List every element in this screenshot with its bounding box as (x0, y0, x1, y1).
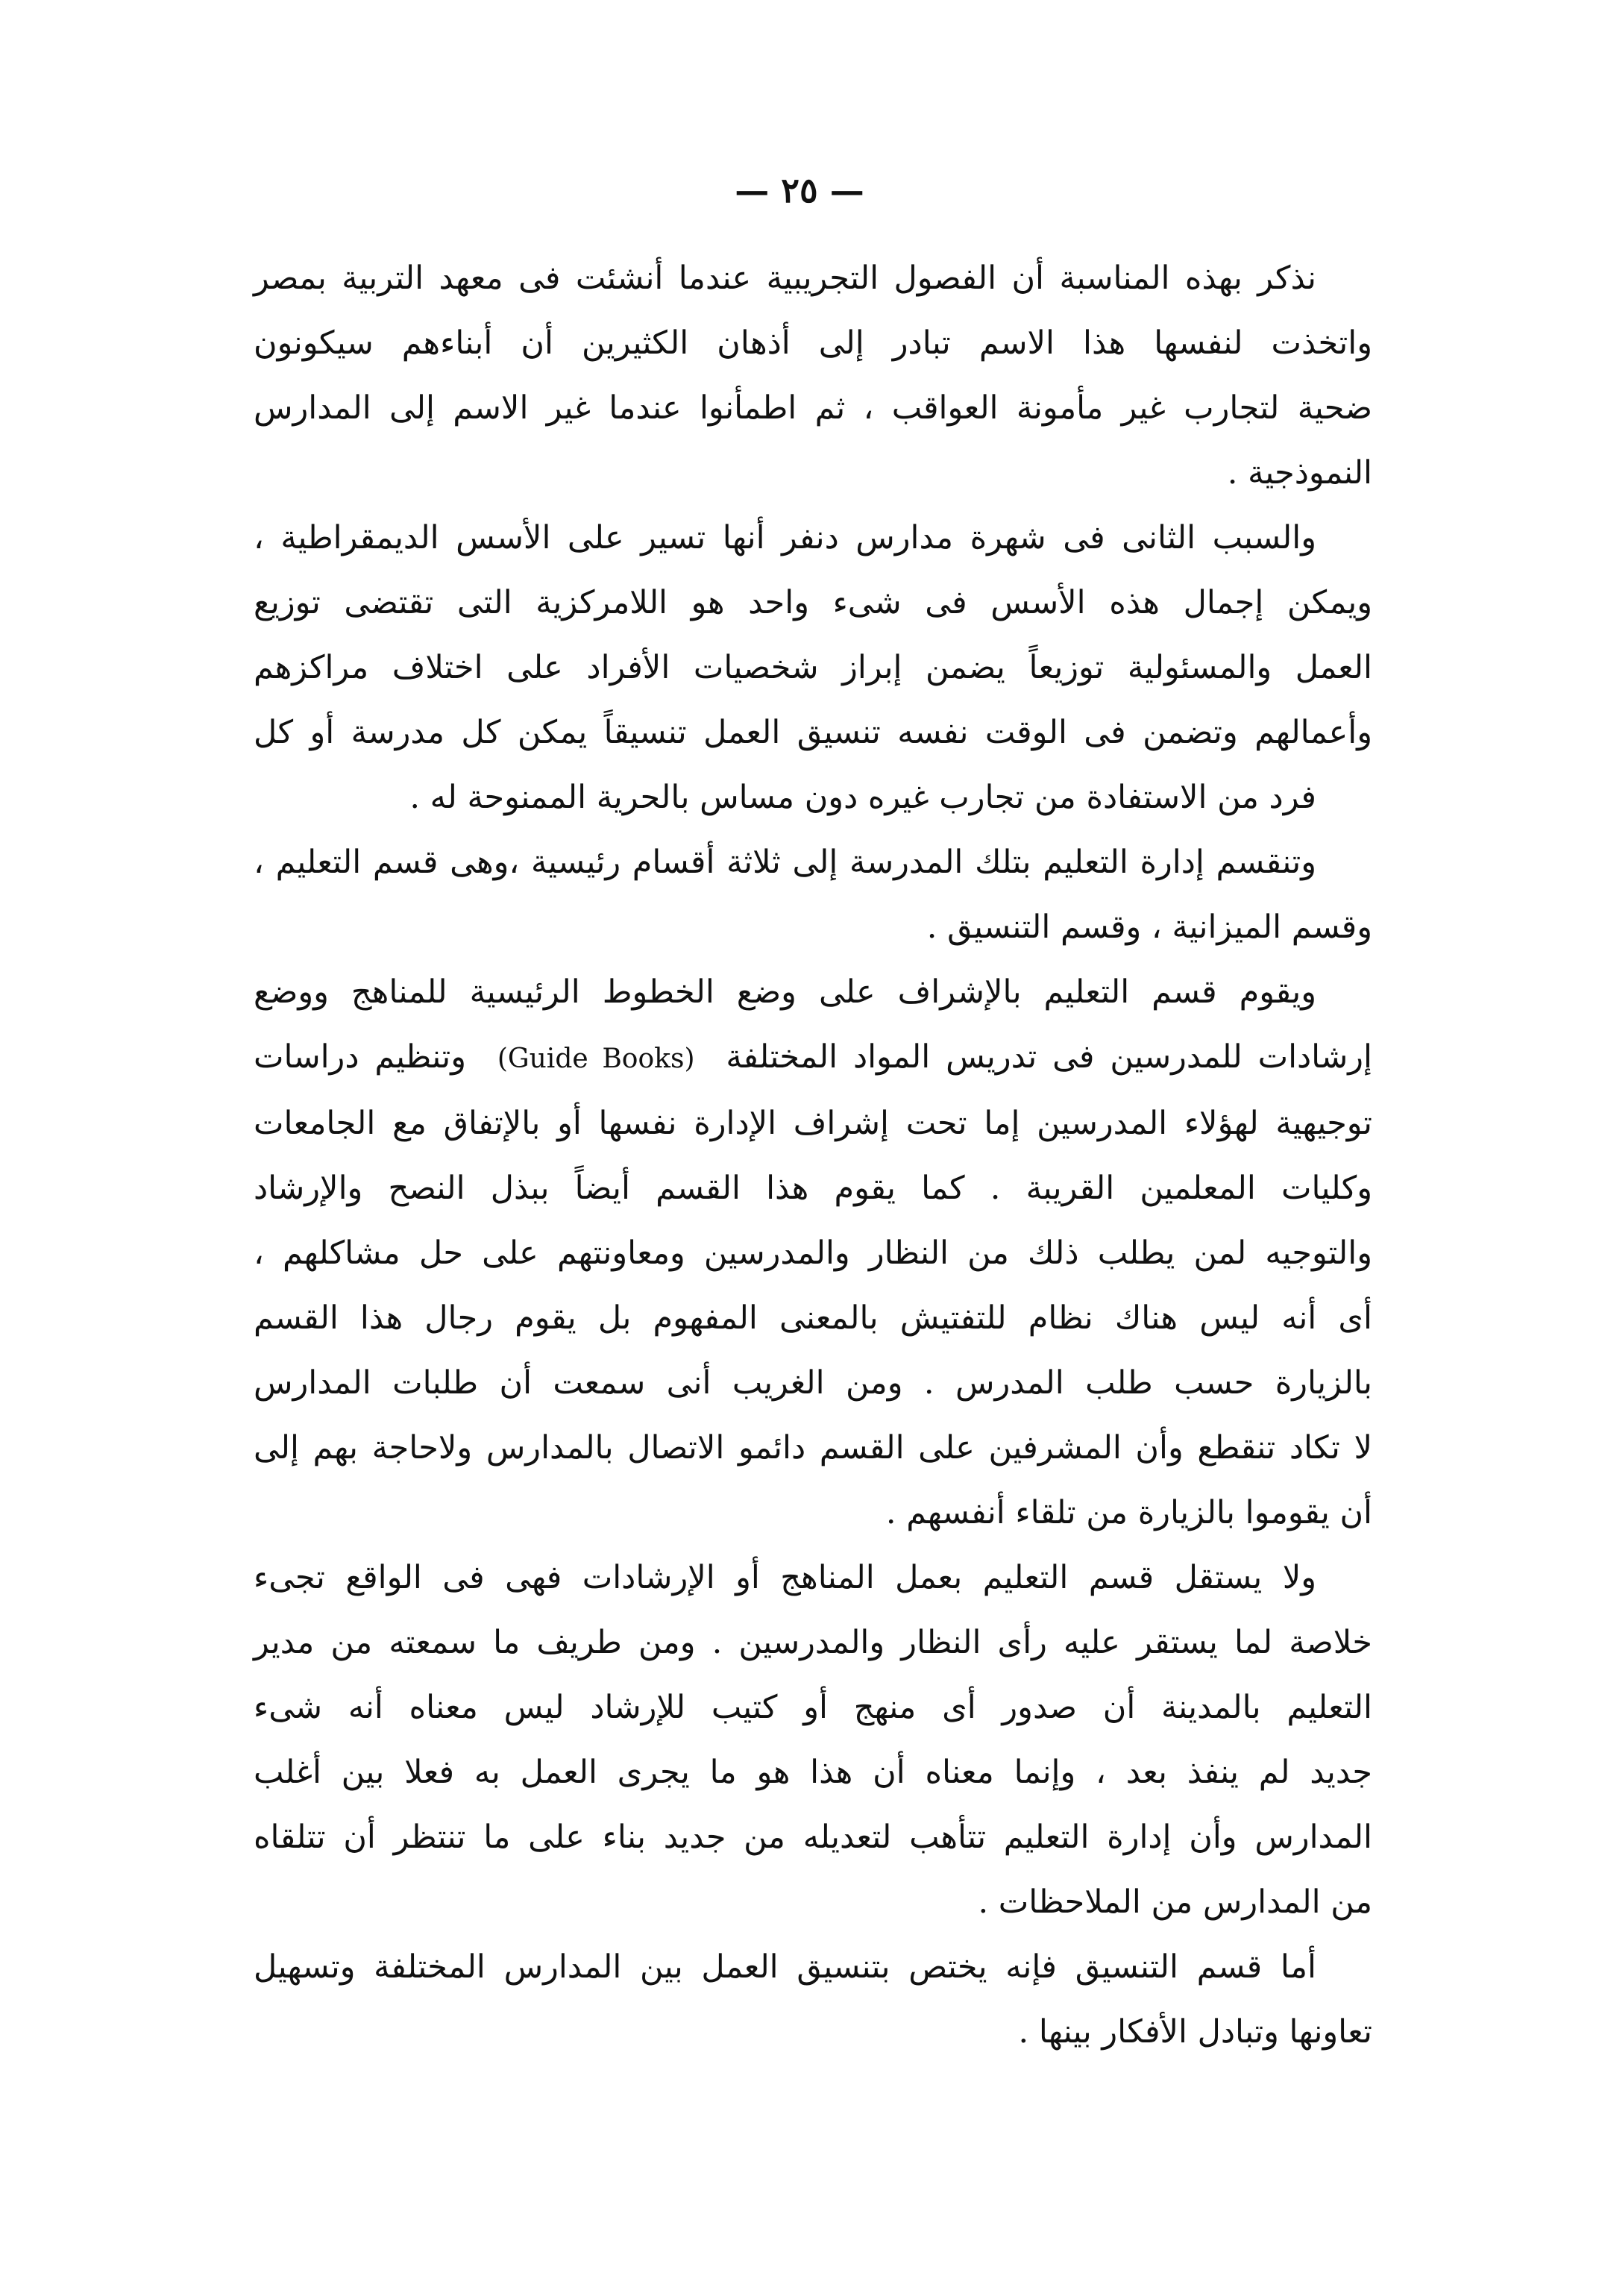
paragraph-2 (254, 506, 1372, 830)
text-line: ويقوم قسم التعليم بالإشراف على وضع الخطوط الرئيسية للمناهج ووضع (254, 973, 1316, 1011)
paragraph-3 (254, 830, 1372, 960)
text-line: المدارس وأن إدارة التعليم تتأهب لتعديله من جديد بناء على ما تنتظر أن تتلقاه (254, 1819, 1372, 1856)
text-line: العمل والمسئولية توزيعاً يضمن إبراز شخصيات الأفراد على اختلاف مراكزهم (254, 649, 1372, 686)
text-line: أى أنه ليس هناك نظام للتفتيش بالمعنى المفهوم بل يقوم رجال هذا القسم (254, 1299, 1372, 1337)
paragraph-1 (254, 246, 1372, 506)
text-line: بالزيارة حسب طلب المدرس . ومن الغريب أنى سمعت أن طلبات المدارس (254, 1364, 1372, 1402)
text-line: والتوجيه لمن يطلب ذلك من النظار والمدرسين ومعاونتهم على حل مشاكلهم ، (254, 1235, 1372, 1272)
text-line: لا تكاد تنقطع وأن المشرفين على القسم دائمو الاتصال بالمدارس ولاحاجة بهم إلى (254, 1429, 1372, 1467)
text-segment: إرشادات للمدرسين فى تدريس المواد المختلفة (726, 1038, 1373, 1076)
text-line: ويمكن إجمال هذه الأسس فى شىء واحد هو اللامركزية التى تقتضى توزيع (254, 584, 1372, 621)
text-line: فرد من الاستفادة من تجارب غيره دون مساس بالحرية الممنوحة له . (409, 779, 1316, 816)
body-text (254, 246, 1372, 2065)
text-line: تعاونها وتبادل الأفكار بينها . (1018, 2013, 1372, 2051)
text-line: من المدارس من الملاحظات . (978, 1883, 1372, 1921)
text-line: ضحية لتجارب غير مأمونة العواقب ، ثم اطمأنوا عندما غير الاسم إلى المدارس (254, 389, 1372, 427)
text-line: وتنقسم إدارة التعليم بتلك المدرسة إلى ثلاثة أقسام رئيسية ،وهى قسم التعليم ، (254, 844, 1316, 881)
text-line: أن يقوموا بالزيارة من تلقاء أنفسهم . (885, 1494, 1372, 1531)
paragraph-4 (254, 960, 1372, 1546)
text-line: خلاصة لما يستقر عليه رأى النظار والمدرسين . ومن طريف ما سمعته من مدير (254, 1624, 1372, 1661)
text-line: جديد لم ينفذ بعد ، وإنما معناه أن هذا هو ما يجرى العمل به فعلا بين أغلب (254, 1754, 1372, 1791)
text-line: وأعمالهم وتضمن فى الوقت نفسه تنسيق العمل تنسيقاً يمكن كل مدرسة أو كل (254, 714, 1372, 751)
page-number: — ٢٥ — (735, 170, 864, 210)
text-line: توجيهية لهؤلاء المدرسين إما تحت إشراف الإدارة نفسها أو بالإتفاق مع الجامعات (254, 1105, 1372, 1142)
text-line: ولا يستقل قسم التعليم بعمل المناهج أو الإرشادات فهى فى الواقع تجىء (254, 1559, 1316, 1596)
text-line: التعليم بالمدينة أن صدور أى منهج أو كتيب للإرشاد ليس معناه أنه شىء (254, 1689, 1372, 1726)
text-line: النموذجية . (1227, 454, 1372, 492)
text-line: واتخذت لنفسها هذا الاسم تبادر إلى أذهان الكثيرين أن أبناءهم سيكونون (254, 324, 1372, 362)
latin-term: (Guide Books) (497, 1044, 695, 1074)
text-line-with-latin (254, 1025, 1372, 1091)
paragraph-6 (254, 1935, 1372, 2065)
text-line: أما قسم التنسيق فإنه يختص بتنسيق العمل بين المدارس المختلفة وتسهيل (254, 1948, 1316, 1986)
text-segment: وتنظيم دراسات (254, 1038, 466, 1076)
text-line: نذكر بهذه المناسبة أن الفصول التجريبية عندما أنشئت فى معهد التربية بمصر (254, 260, 1316, 297)
paragraph-5 (254, 1546, 1372, 1935)
text-line: والسبب الثانى فى شهرة مدارس دنفر أنها تسير على الأسس الديمقراطية ، (254, 519, 1316, 556)
text-line: وقسم الميزانية ، وقسم التنسيق . (926, 909, 1372, 946)
text-line: وكليات المعلمين القريبة . كما يقوم هذا القسم أيضاً ببذل النصح والإرشاد (254, 1170, 1372, 1207)
